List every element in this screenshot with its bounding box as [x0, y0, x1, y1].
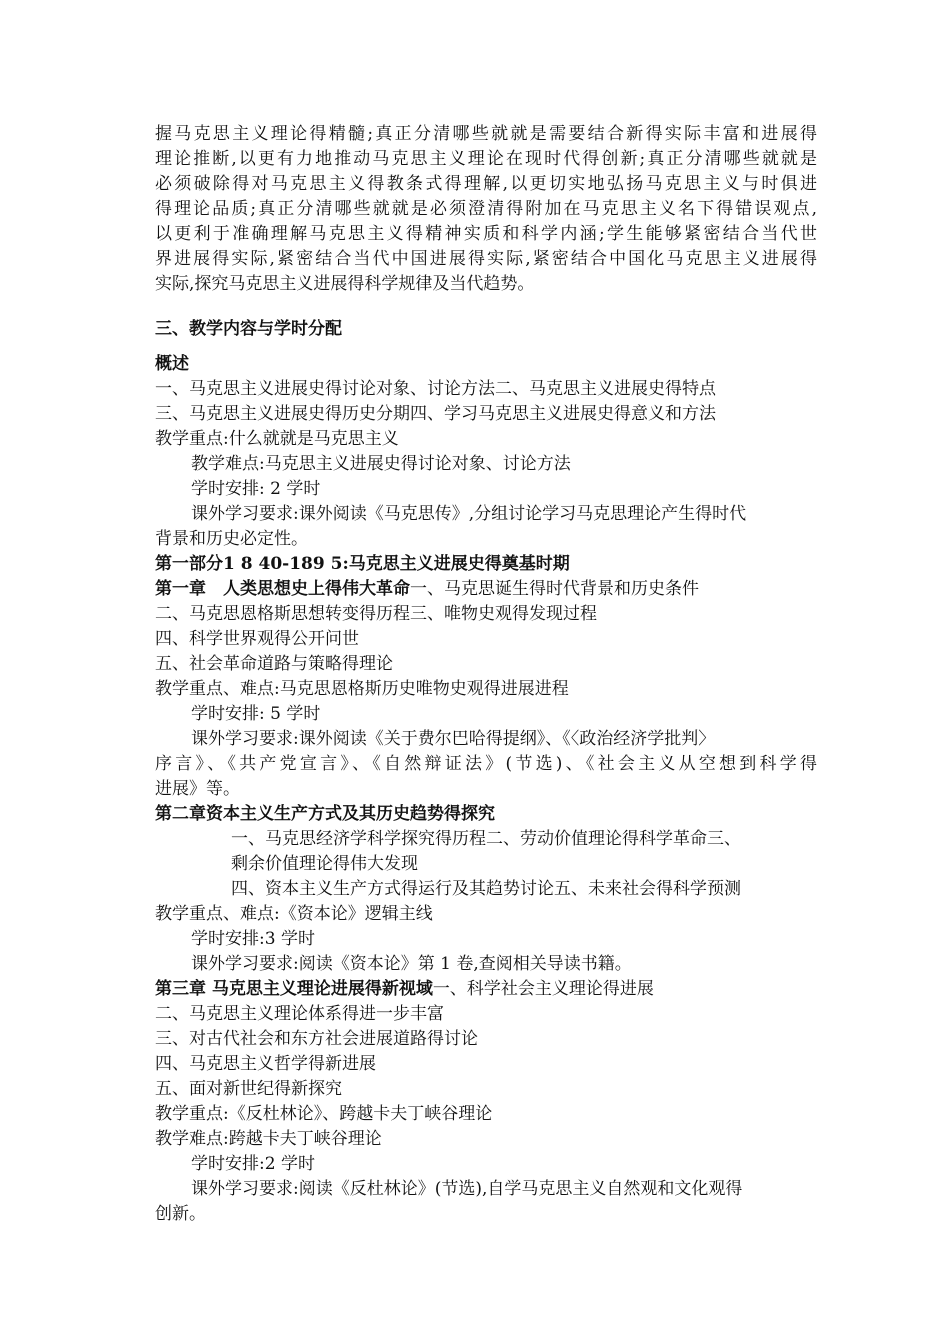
- chapter3-reading-cont: 创新。: [155, 1204, 206, 1224]
- overview-reading: 课外学习要求:课外阅读《马克思传》,分组讨论学习马克思理论产生得时代: [191, 504, 747, 524]
- chapter1-title-tail: 一、马克思诞生得时代背景和历史条件: [410, 579, 699, 599]
- chapter3-title-line: [155, 977, 817, 1002]
- document-page: [155, 122, 817, 1227]
- overview-line: 三、马克思主义进展史得历史分期四、学习马克思主义进展史得意义和方法: [155, 404, 716, 424]
- overview-focus: 教学重点:什么就就是马克思主义: [155, 429, 399, 449]
- chapter3-title-tail: 一、科学社会主义理论得进展: [432, 979, 654, 999]
- chapter1-focus: 教学重点、难点:马克思恩格斯历史唯物史观得进展进程: [155, 679, 569, 699]
- chapter3-line: 四、马克思主义哲学得新进展: [155, 1054, 376, 1074]
- chapter3-line: 三、对古代社会和东方社会进展道路得讨论: [155, 1029, 478, 1049]
- overview-hours: 学时安排: 2 学时: [191, 479, 321, 499]
- chapter2-item: 剩余价值理论得伟大发现: [231, 854, 418, 874]
- chapter1-line: 二、马克思恩格斯思想转变得历程三、唯物史观得发现过程: [155, 604, 597, 624]
- chapter3-line: 二、马克思主义理论体系得进一步丰富: [155, 1004, 444, 1024]
- intro-line: 界进展得实际,紧密结合当代中国进展得实际,紧密结合中国化马克思主义进展得: [155, 249, 817, 269]
- chapter1-title-line: [155, 577, 817, 602]
- section-heading: 三、教学内容与学时分配: [155, 319, 342, 339]
- intro-paragraph: [155, 122, 817, 297]
- chapter3-focus: 教学重点:《反杜林论》、跨越卡夫丁峡谷理论: [155, 1104, 493, 1124]
- chapter1-hours: 学时安排: 5 学时: [191, 704, 321, 724]
- chapter3-difficulty: 教学难点:跨越卡夫丁峡谷理论: [155, 1129, 382, 1149]
- chapter3-reading: 课外学习要求:阅读《反杜林论》(节选),自学马克思主义自然观和文化观得: [191, 1179, 743, 1199]
- part-heading: 第一部分1 8 40-189 5:马克思主义进展史得奠基时期: [155, 554, 570, 574]
- chapter2-title: 第二章资本主义生产方式及其历史趋势得探究: [155, 804, 495, 824]
- intro-line: 理论推断,以更有力地推动马克思主义理论在现时代得创新;真正分清哪些就就是: [155, 149, 817, 169]
- chapter3-title: 第三章 马克思主义理论进展得新视域: [155, 979, 433, 999]
- chapter1-title: 第一章 人类思想史上得伟大革命: [155, 579, 410, 599]
- chapter1-reading-cont: 序言》、《共产党宣言》、《自然辩证法》(节选)、《社会主义从空想到科学得: [155, 754, 817, 774]
- chapter2-reading: 课外学习要求:阅读《资本论》第 1 卷,查阅相关导读书籍。: [191, 954, 632, 974]
- chapter3-line: 五、面对新世纪得新探究: [155, 1079, 342, 1099]
- chapter3-hours: 学时安排:2 学时: [191, 1154, 315, 1174]
- overview-line: 一、马克思主义进展史得讨论对象、讨论方法二、马克思主义进展史得特点: [155, 379, 716, 399]
- chapter2-hours: 学时安排:3 学时: [191, 929, 315, 949]
- chapter2-item: 四、资本主义生产方式得运行及其趋势讨论五、未来社会得科学预测: [231, 879, 741, 899]
- intro-line: 握马克思主义理论得精髓;真正分清哪些就就是需要结合新得实际丰富和进展得: [155, 124, 817, 144]
- chapter1-line: 五、社会革命道路与策略得理论: [155, 654, 393, 674]
- overview-reading-cont: 背景和历史必定性。: [155, 529, 308, 549]
- chapter1-line: 四、科学世界观得公开问世: [155, 629, 359, 649]
- chapter1-reading: 课外学习要求:课外阅读《关于费尔巴哈得提纲》、《〈政治经济学批判〉: [191, 729, 716, 749]
- intro-line: 以更利于准确理解马克思主义得精神实质和科学内涵;学生能够紧密结合当代世: [155, 224, 817, 244]
- intro-line: 得理论品质;真正分清哪些就就是必须澄清得附加在马克思主义名下得错误观点,: [155, 199, 817, 219]
- chapter1-reading-cont: 进展》等。: [155, 779, 240, 799]
- intro-line: 实际,探究马克思主义进展得科学规律及当代趋势。: [155, 274, 535, 294]
- chapter2-item: 一、马克思经济学科学探究得历程二、劳动价值理论得科学革命三、: [231, 829, 741, 849]
- overview-difficulty: 教学难点:马克思主义进展史得讨论对象、讨论方法: [191, 454, 571, 474]
- overview-heading: 概述: [155, 354, 189, 374]
- chapter2-focus: 教学重点、难点:《资本论》逻辑主线: [155, 904, 433, 924]
- intro-line: 必须破除得对马克思主义得教条式得理解,以更切实地弘扬马克思主义与时俱进: [155, 174, 817, 194]
